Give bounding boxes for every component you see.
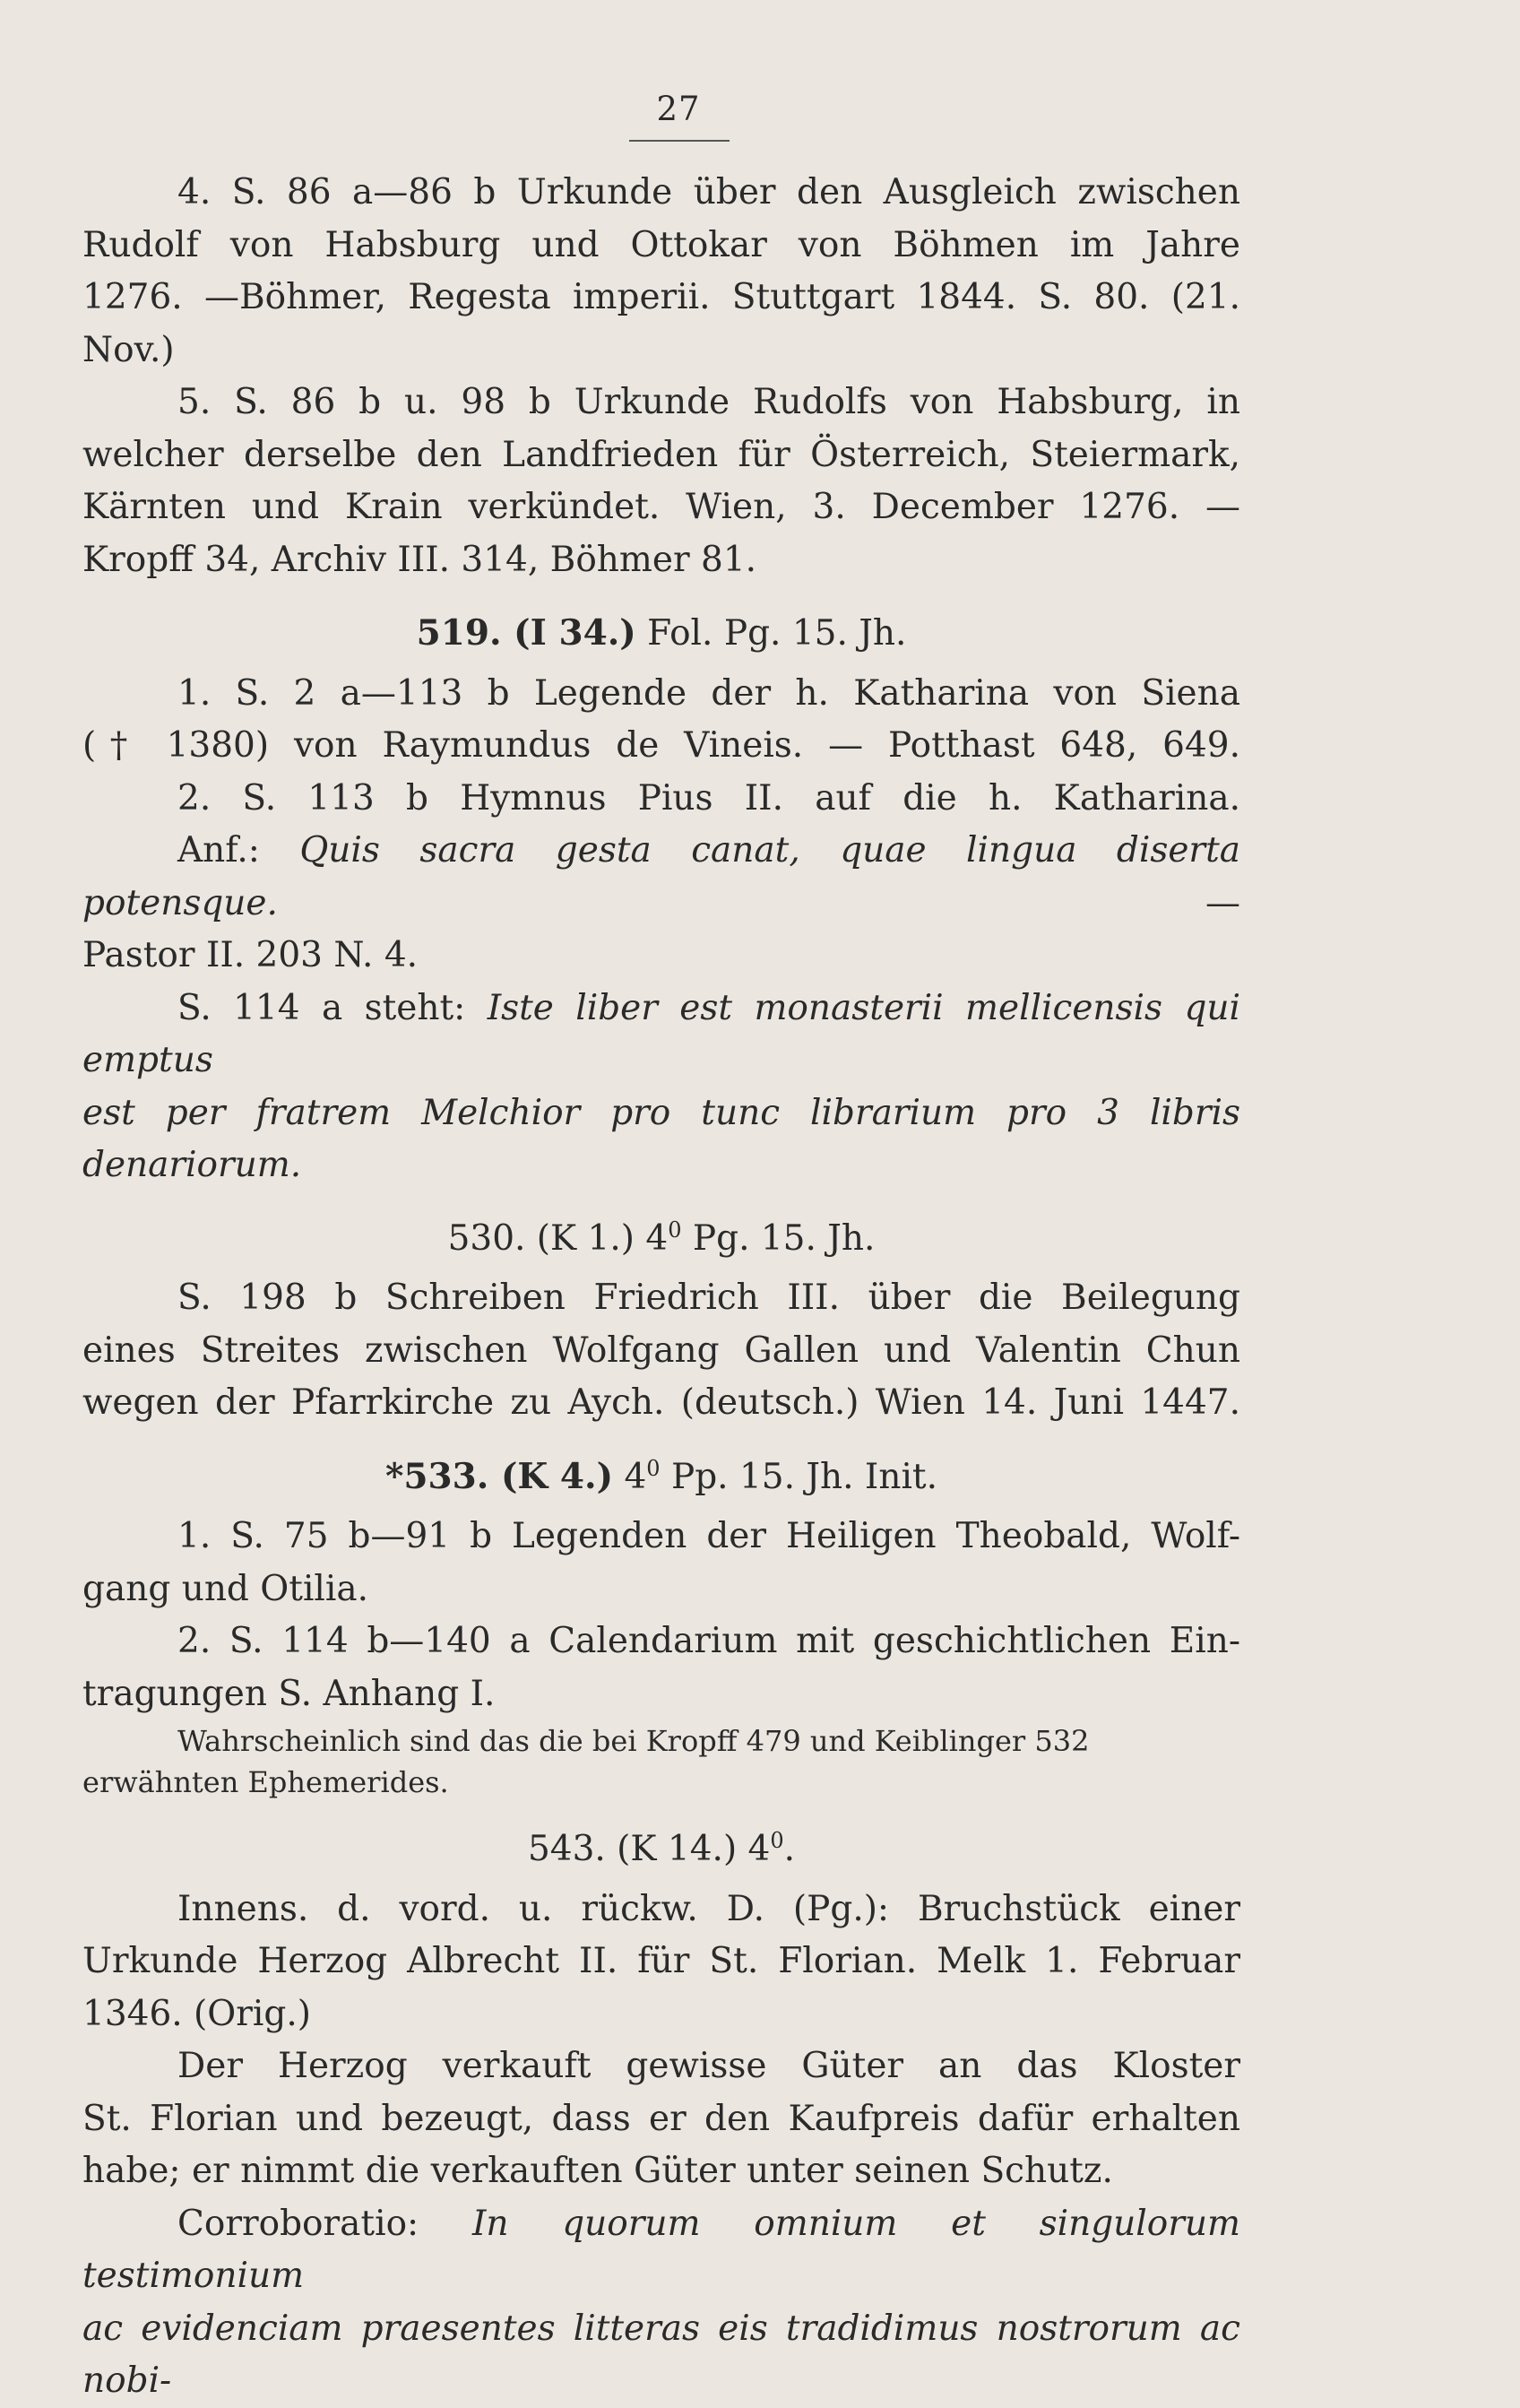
- text-line: 1276. —Böhmer, Regesta imperii. Stuttgart 1844. S. 80. (21. Nov.): [82, 277, 1240, 370]
- text-line: Kärnten und Krain verkündet. Wien, 3. December 1276. —: [82, 487, 1240, 527]
- entry-heading-519: [82, 607, 1240, 661]
- text-line: Pastor II. 203 N. 4.: [82, 935, 419, 975]
- text-line: Kropff 34, Archiv III. 314, Böhmer 81.: [82, 539, 757, 580]
- text-span: Anf.:: [177, 830, 300, 871]
- text-line: 5. S. 86 b u. 98 b Urkunde Rudolfs von Habsburg, in: [177, 382, 1240, 422]
- body-text: [82, 167, 1240, 2408]
- text-line: tragungen S. Anhang I.: [82, 1673, 496, 1714]
- entry-heading-543: [82, 1823, 1240, 1876]
- text-line: 1346. (Orig.): [82, 1993, 311, 2034]
- text-line: eines Streites zwischen Wolfgang Gallen und Valentin Chun: [82, 1330, 1240, 1371]
- text-line: [82, 983, 1240, 1087]
- text-line: welcher derselbe den Landfrieden für Österreich, Steiermark,: [82, 434, 1240, 475]
- page-number-rule: [629, 140, 730, 142]
- text-line: S. 198 b Schreiben Friedrich III. über die Beilegung: [177, 1278, 1240, 1318]
- heading-text: .: [783, 1829, 796, 1869]
- text-line: 2. S. 114 b—140 a Calendarium mit geschichtlichen Ein-: [177, 1621, 1240, 1661]
- text-line: St. Florian und bezeugt, dass er den Kaufpreis dafür erhalten: [82, 2098, 1240, 2139]
- heading-text: Pp. 15. Jh. Init.: [660, 1456, 937, 1497]
- entry-heading-530: [82, 1213, 1240, 1266]
- text-line: Innens. d. vord. u. rückw. D. (Pg.): Bruchstück einer: [177, 1888, 1240, 1929]
- text-line: [82, 825, 1240, 930]
- page-number: 27: [656, 90, 701, 128]
- italic-span: Quis sacra gesta canat, quae lingua diserta potensque.: [82, 830, 1240, 923]
- footnote-line: erwähnten Ephemerides.: [82, 1765, 449, 1799]
- italic-span: Iste liber est monasterii mellicensis qui emptus: [82, 987, 1240, 1080]
- superscript: 0: [668, 1217, 682, 1243]
- footnote-line: Wahrscheinlich sind das die bei Kropff 479 und Keiblinger 532: [177, 1724, 1090, 1758]
- text-line: 4. S. 86 a—86 b Urkunde über den Ausgleich zwischen: [177, 172, 1240, 212]
- text-line: wegen der Pfarrkirche zu Aych. (deutsch.) Wien 14. Juni 1447.: [82, 1382, 1240, 1423]
- heading-text: 4: [613, 1456, 647, 1497]
- text-line: 1. S. 75 b—91 b Legenden der Heiligen Theobald, Wolf-: [177, 1516, 1240, 1556]
- superscript: 0: [770, 1828, 784, 1853]
- heading-text: 530. (K 1.) 4: [447, 1217, 669, 1259]
- text-line: [82, 2198, 1240, 2303]
- text-line: est per fratrem Melchior pro tunc librarium pro 3 libris denariorum.: [82, 1092, 1240, 1185]
- text-line: ac evidenciam praesentes litteras eis tradidimus nostrorum ac nobi-: [82, 2308, 1240, 2401]
- italic-span: In quorum omnium et singulorum testimonium: [82, 2203, 1240, 2296]
- text-line: Urkunde Herzog Albrecht II. für St. Florian. Melk 1. Februar: [82, 1941, 1240, 1981]
- superscript: 0: [646, 1455, 661, 1481]
- text-line: 1. S. 2 a—113 b Legende der h. Katharina von Siena: [177, 672, 1240, 714]
- text-span: Corroboratio:: [177, 2203, 472, 2244]
- text-line: Rudolf von Habsburg und Ottokar von Böhmen im Jahre: [82, 224, 1240, 265]
- text-line: habe; er nimmt die verkauften Güter unter seinen Schutz.: [82, 2151, 1113, 2191]
- heading-number: *533. (K 4.): [385, 1455, 614, 1497]
- heading-desc: Fol. Pg. 15. Jh.: [635, 613, 907, 654]
- text-line: Der Herzog verkauft gewisse Güter an das Kloster: [177, 2046, 1240, 2086]
- heading-text: Pg. 15. Jh.: [681, 1217, 876, 1259]
- text-line: 2. S. 113 b Hymnus Pius II. auf die h. Katharina.: [177, 777, 1240, 819]
- heading-text: 543. (K 14.) 4: [527, 1829, 771, 1869]
- text-span: —: [277, 882, 1240, 923]
- text-span: S. 114 a steht:: [177, 987, 488, 1028]
- text-line: gang und Otilia.: [82, 1568, 369, 1609]
- heading-number: 519. (I 34.): [416, 612, 636, 654]
- text-line: († 1380) von Raymundus de Vineis. — Potthast 648, 649.: [82, 725, 1240, 766]
- entry-heading-533: [82, 1451, 1240, 1504]
